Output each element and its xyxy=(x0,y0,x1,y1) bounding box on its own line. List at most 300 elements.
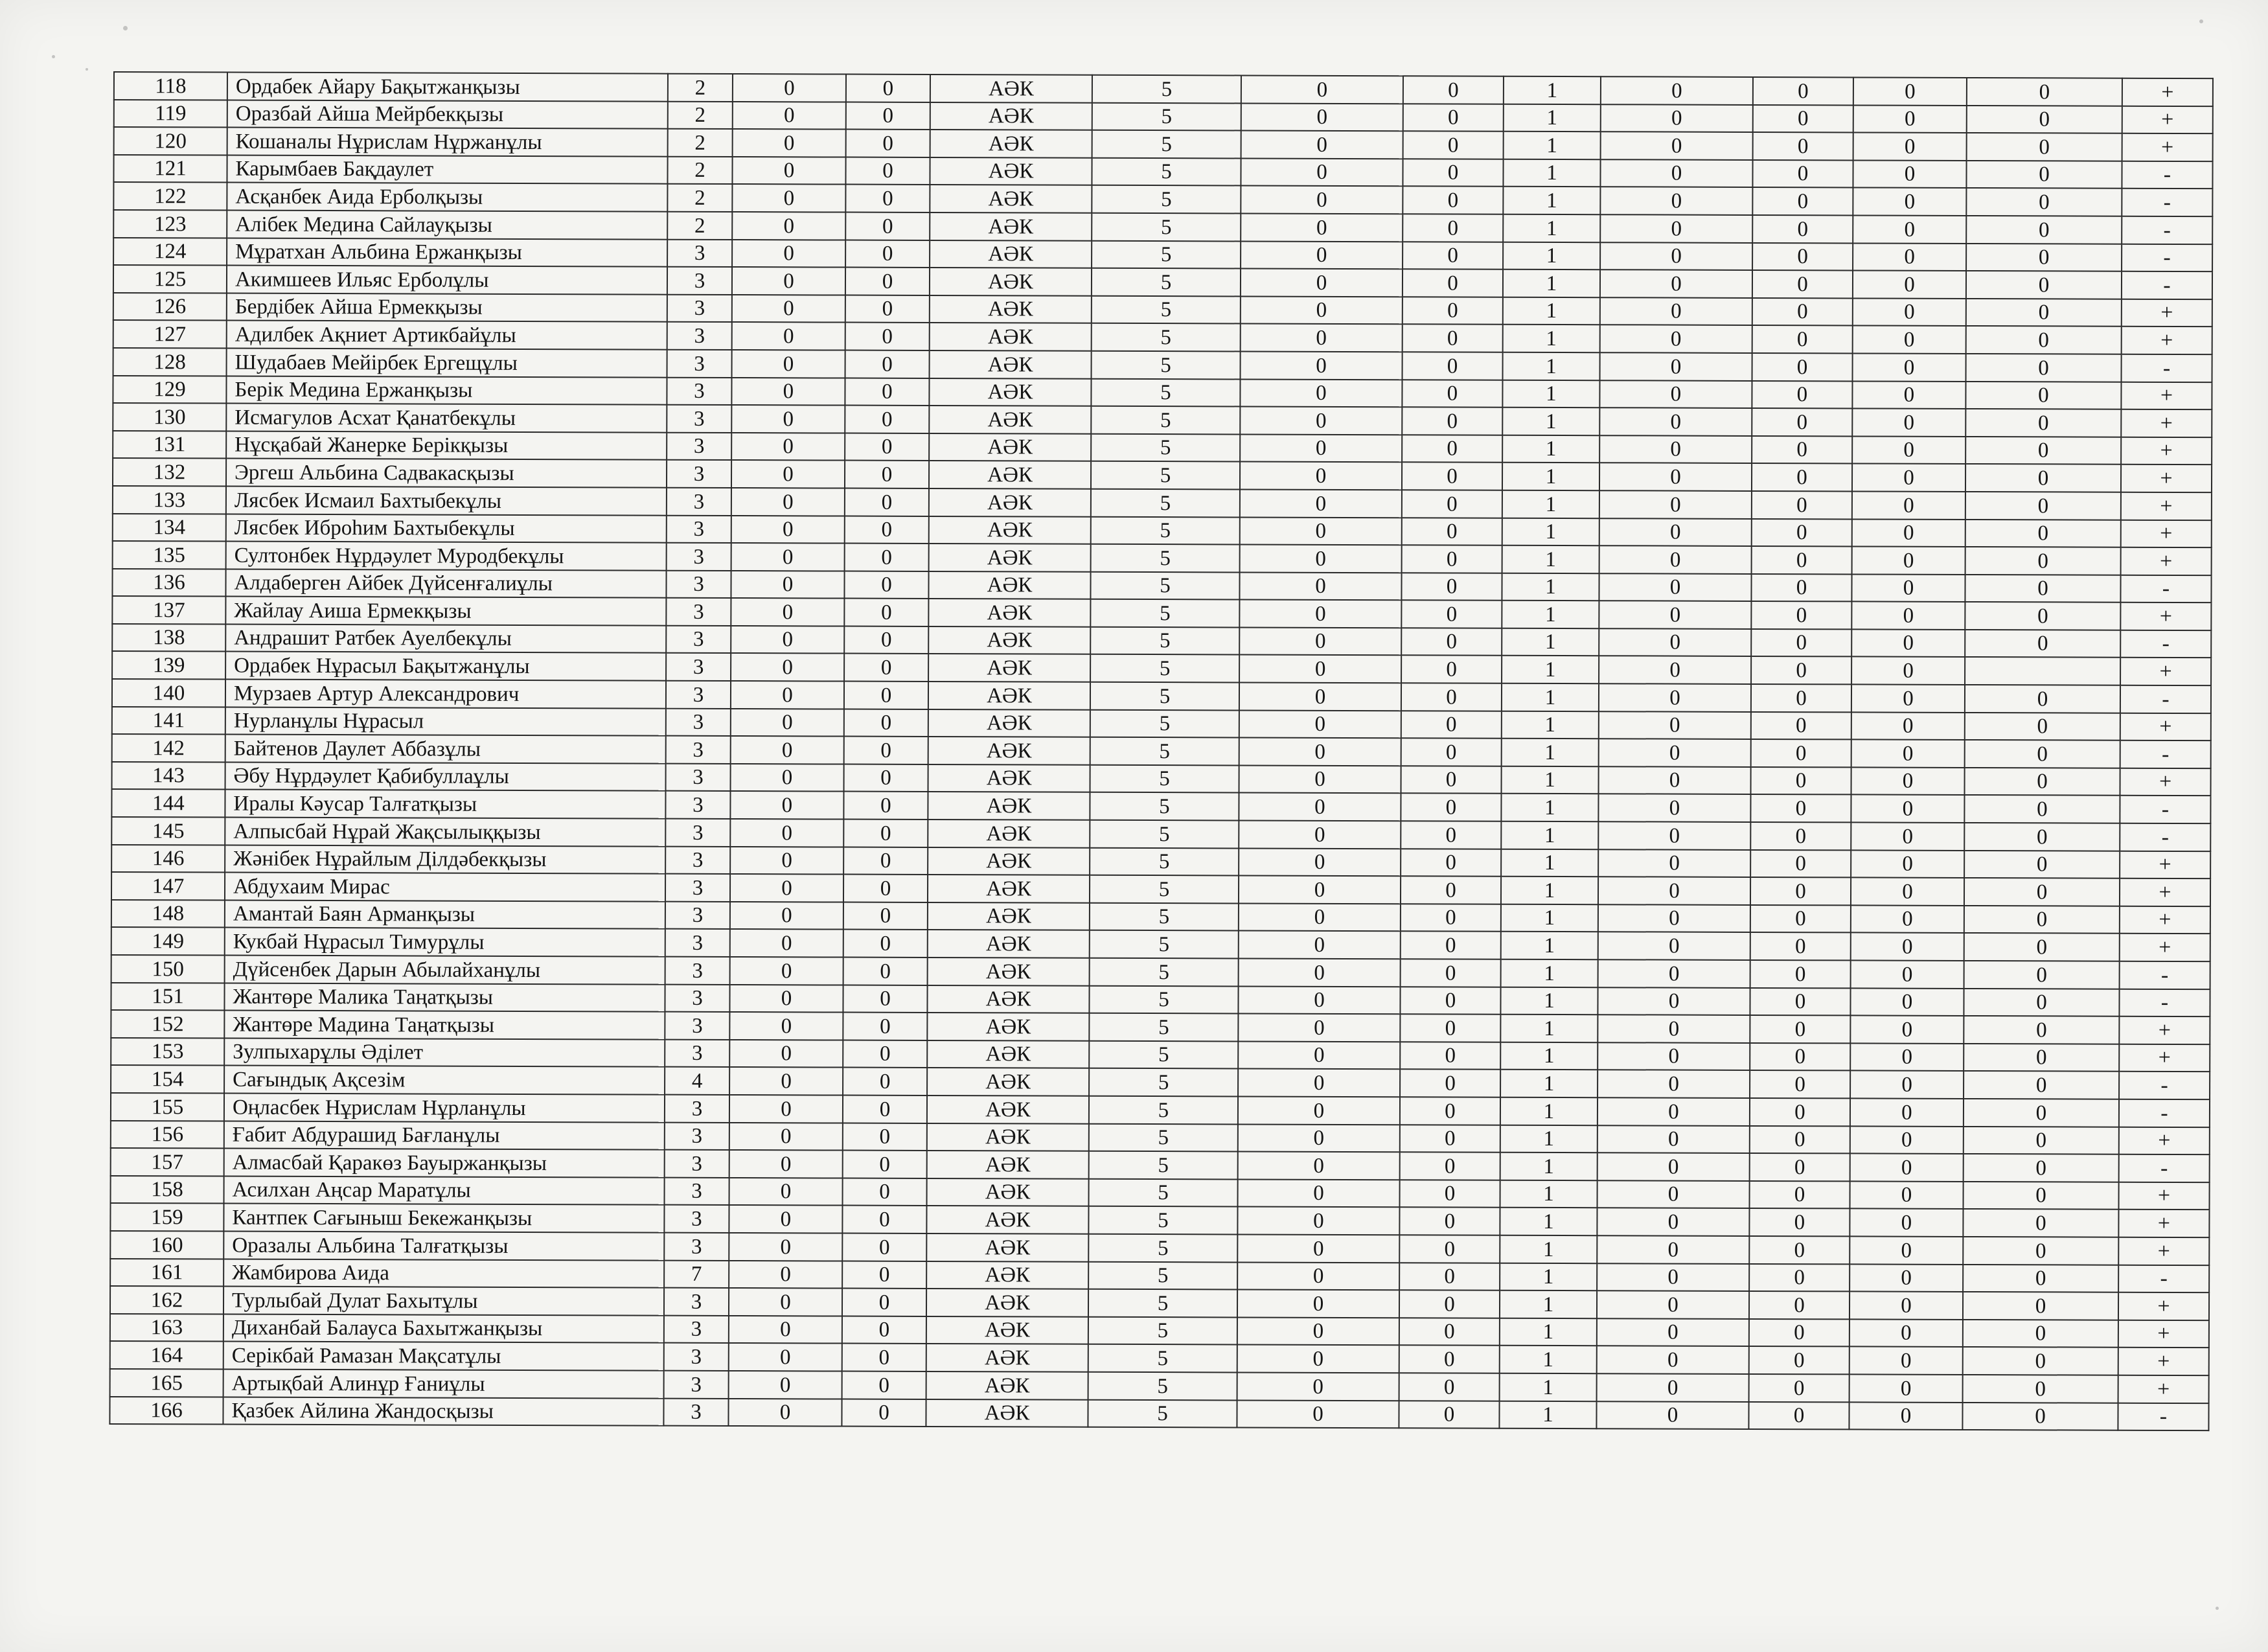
attempt-cell: 1 xyxy=(1501,877,1598,904)
student-name-cell: Жайлау Аиша Ермекқызы xyxy=(225,597,666,626)
score-b-cell: 0 xyxy=(843,902,928,930)
mark-cell: + xyxy=(2122,299,2212,327)
level-cell: 5 xyxy=(1091,433,1240,461)
score-b-cell: 0 xyxy=(843,1096,927,1123)
score-c-cell: 0 xyxy=(1237,1234,1399,1262)
student-name-cell: Андрашит Ратбек Ауелбекұлы xyxy=(225,624,666,653)
program-cell: АӘК xyxy=(928,654,1090,682)
score-d-cell: 0 xyxy=(1403,325,1503,352)
level-cell: 5 xyxy=(1089,1096,1238,1124)
score-f-cell: 0 xyxy=(1748,1401,1849,1429)
program-cell: АӘК xyxy=(928,958,1090,985)
score-h-cell: 0 xyxy=(1965,575,2120,602)
row-number-cell: 165 xyxy=(110,1369,223,1397)
score-c-cell: 0 xyxy=(1238,1014,1400,1042)
level-cell: 5 xyxy=(1088,1234,1237,1262)
mark-cell: + xyxy=(2121,465,2212,492)
score-a-cell: 0 xyxy=(731,460,845,488)
score-a-cell: 0 xyxy=(729,1067,843,1095)
score-h-cell: 0 xyxy=(1967,133,2122,161)
student-name-cell: Алібек Медина Сайлауқызы xyxy=(227,211,667,240)
score-c-cell: 0 xyxy=(1239,683,1401,711)
row-number-cell: 137 xyxy=(112,596,225,624)
score-f-cell: 0 xyxy=(1752,215,1853,243)
score-d-cell: 0 xyxy=(1401,904,1501,932)
score-g-cell: 0 xyxy=(1850,1016,1964,1044)
score-d-cell: 0 xyxy=(1401,628,1502,656)
score-b-cell: 0 xyxy=(843,1013,927,1040)
mark-cell: + xyxy=(2118,1348,2209,1375)
student-name-cell: Лясбек Исмаил Бахтыбекұлы xyxy=(226,486,667,515)
score-b-cell: 0 xyxy=(845,212,930,240)
grade-cell: 3 xyxy=(664,1233,729,1261)
score-h-cell: 0 xyxy=(1965,492,2121,520)
score-h-cell: 0 xyxy=(1965,464,2121,492)
program-cell: АӘК xyxy=(930,185,1092,212)
scan-speck xyxy=(2216,1607,2219,1610)
table-row xyxy=(109,1396,2208,1430)
score-e-cell: 0 xyxy=(1597,1318,1749,1346)
mark-cell: + xyxy=(2121,409,2212,437)
score-h-cell: 0 xyxy=(1965,519,2121,547)
score-e-cell: 0 xyxy=(1598,1015,1750,1042)
program-cell: АӘК xyxy=(930,157,1092,185)
level-cell: 5 xyxy=(1090,820,1239,848)
level-cell: 5 xyxy=(1089,1041,1238,1069)
grade-cell: 3 xyxy=(666,626,731,654)
score-f-cell: 0 xyxy=(1750,1070,1850,1098)
attempt-cell: 1 xyxy=(1503,214,1600,242)
score-g-cell: 0 xyxy=(1853,160,1966,188)
score-c-cell: 0 xyxy=(1237,1290,1399,1318)
mark-cell: + xyxy=(2120,658,2211,685)
score-f-cell: 0 xyxy=(1750,1153,1850,1181)
score-h-cell: 0 xyxy=(1966,354,2122,382)
student-name-cell: Артықбай Алинұр Ғаниұлы xyxy=(223,1369,664,1398)
score-b-cell: 0 xyxy=(845,350,930,378)
score-e-cell: 0 xyxy=(1597,1208,1749,1236)
score-c-cell: 0 xyxy=(1238,986,1400,1014)
level-cell: 5 xyxy=(1090,682,1239,710)
student-name-cell: Оңласбек Нұрислам Нұрланұлы xyxy=(224,1094,665,1123)
score-c-cell: 0 xyxy=(1241,241,1403,269)
score-h-cell: 0 xyxy=(1963,1347,2118,1375)
attempt-cell: 1 xyxy=(1502,739,1599,766)
student-name-cell: Амантай Баян Арманқызы xyxy=(225,900,665,929)
score-a-cell: 0 xyxy=(730,957,843,985)
attempt-cell: 1 xyxy=(1500,1318,1597,1346)
score-h-cell: 0 xyxy=(1964,878,2120,906)
student-name-cell: Турлыбай Дулат Бахытұлы xyxy=(223,1287,664,1316)
student-name-cell: Әбу Нұрдәулет Қабибуллаұлы xyxy=(225,762,666,791)
score-f-cell: 0 xyxy=(1751,739,1851,767)
score-a-cell: 0 xyxy=(731,653,844,681)
score-f-cell: 0 xyxy=(1752,408,1852,436)
grade-cell: 3 xyxy=(667,377,731,405)
grade-cell: 3 xyxy=(667,515,731,543)
score-g-cell: 0 xyxy=(1850,1098,1964,1126)
score-f-cell: 0 xyxy=(1750,1015,1850,1043)
score-h-cell: 0 xyxy=(1963,1209,2118,1237)
program-cell: АӘК xyxy=(927,1068,1089,1096)
score-f-cell: 0 xyxy=(1751,601,1851,629)
score-f-cell: 0 xyxy=(1752,353,1853,381)
level-cell: 5 xyxy=(1089,1013,1238,1041)
score-e-cell: 0 xyxy=(1599,518,1752,546)
student-name-cell: Жәнібек Нұрайлым Ділдәбекқызы xyxy=(225,845,665,874)
grade-cell: 3 xyxy=(665,901,730,929)
student-name-cell: Кантпек Сағыныш Бекежанқызы xyxy=(223,1204,664,1233)
attempt-cell: 1 xyxy=(1502,766,1599,794)
level-cell: 5 xyxy=(1091,406,1240,434)
score-d-cell: 0 xyxy=(1402,407,1502,435)
row-number-cell: 135 xyxy=(113,541,226,569)
score-e-cell: 0 xyxy=(1599,628,1751,656)
score-g-cell: 0 xyxy=(1850,1043,1964,1071)
score-b-cell: 0 xyxy=(843,820,928,847)
score-e-cell: 0 xyxy=(1599,601,1751,628)
attempt-cell: 1 xyxy=(1501,794,1598,821)
score-g-cell: 0 xyxy=(1851,574,1965,602)
score-h-cell: 0 xyxy=(1965,768,2120,796)
score-g-cell: 0 xyxy=(1851,740,1965,768)
level-cell: 5 xyxy=(1092,130,1241,158)
row-number-cell: 163 xyxy=(110,1314,223,1342)
grade-cell: 2 xyxy=(667,156,732,184)
score-e-cell: 0 xyxy=(1598,821,1750,849)
attempt-cell: 1 xyxy=(1503,187,1600,214)
student-name-cell: Асилхан Аңсар Маратұлы xyxy=(224,1176,665,1205)
score-a-cell: 0 xyxy=(729,1095,843,1123)
row-number-cell: 124 xyxy=(113,238,227,266)
score-b-cell: 0 xyxy=(843,875,928,902)
score-b-cell: 0 xyxy=(845,461,929,488)
score-f-cell: 0 xyxy=(1751,767,1851,795)
level-cell: 5 xyxy=(1092,351,1241,379)
program-cell: АӘК xyxy=(927,1123,1089,1151)
score-b-cell: 0 xyxy=(843,1151,927,1178)
score-d-cell: 0 xyxy=(1401,821,1501,849)
grade-cell: 3 xyxy=(667,239,732,267)
score-e-cell: 0 xyxy=(1597,1373,1749,1401)
level-cell: 5 xyxy=(1091,489,1240,517)
level-cell: 5 xyxy=(1090,737,1239,765)
score-e-cell: 0 xyxy=(1600,352,1752,380)
score-h-cell: 0 xyxy=(1963,1182,2118,1210)
grade-cell: 3 xyxy=(667,267,732,295)
score-d-cell: 0 xyxy=(1401,849,1501,877)
attempt-cell: 1 xyxy=(1500,1125,1598,1153)
score-g-cell: 0 xyxy=(1851,767,1965,795)
score-a-cell: 0 xyxy=(731,709,844,737)
score-a-cell: 0 xyxy=(731,433,845,461)
student-name-cell: Жантөре Малика Таңатқызы xyxy=(224,983,665,1012)
score-f-cell: 0 xyxy=(1751,629,1851,657)
score-d-cell: 0 xyxy=(1403,214,1503,242)
program-cell: АӘК xyxy=(926,1371,1088,1399)
score-f-cell: 0 xyxy=(1752,298,1853,326)
program-cell: АӘК xyxy=(928,571,1090,599)
score-h-cell: 0 xyxy=(1963,1292,2118,1320)
program-cell: АӘК xyxy=(928,875,1090,902)
student-name-cell: Оразбай Айша Мейрбекқызы xyxy=(227,100,668,129)
score-e-cell: 0 xyxy=(1600,159,1752,187)
score-c-cell: 0 xyxy=(1239,600,1401,628)
score-g-cell: 0 xyxy=(1852,547,1965,575)
score-c-cell: 0 xyxy=(1239,765,1401,793)
program-cell: АӘК xyxy=(926,1261,1088,1289)
score-a-cell: 0 xyxy=(729,1316,842,1344)
score-g-cell: 0 xyxy=(1853,298,1966,326)
score-d-cell: 0 xyxy=(1402,463,1502,490)
score-f-cell: 0 xyxy=(1752,463,1852,491)
score-g-cell: 0 xyxy=(1850,1292,1963,1320)
score-a-cell: 0 xyxy=(732,350,845,378)
level-cell: 5 xyxy=(1090,875,1239,903)
grade-cell: 3 xyxy=(664,1288,729,1316)
score-a-cell: 0 xyxy=(731,571,844,599)
attempt-cell: 1 xyxy=(1500,1235,1597,1263)
grade-cell: 3 xyxy=(667,432,731,460)
attempt-cell: 1 xyxy=(1504,104,1601,132)
attempt-cell: 1 xyxy=(1501,932,1598,959)
score-a-cell: 0 xyxy=(728,1398,842,1426)
score-b-cell: 0 xyxy=(845,433,929,461)
mark-cell: - xyxy=(2122,354,2212,382)
row-number-cell: 147 xyxy=(111,872,225,900)
score-b-cell: 0 xyxy=(845,516,929,544)
level-cell: 5 xyxy=(1092,102,1241,130)
attempt-cell: 1 xyxy=(1503,270,1600,297)
table-body xyxy=(109,72,2213,1430)
score-g-cell: 0 xyxy=(1850,1374,1963,1402)
score-g-cell: 0 xyxy=(1850,1347,1963,1375)
score-d-cell: 0 xyxy=(1401,738,1502,766)
attempt-cell: 1 xyxy=(1500,1208,1597,1235)
grade-cell: 3 xyxy=(665,846,730,874)
score-d-cell: 0 xyxy=(1399,1318,1500,1346)
grade-cell: 2 xyxy=(668,74,733,102)
program-cell: АӘК xyxy=(928,792,1090,820)
level-cell: 5 xyxy=(1090,930,1239,958)
row-number-cell: 144 xyxy=(111,789,225,817)
score-f-cell: 0 xyxy=(1750,960,1851,988)
score-b-cell: 0 xyxy=(842,1344,926,1371)
score-h-cell: 0 xyxy=(1964,1071,2119,1099)
score-c-cell: 0 xyxy=(1240,379,1402,407)
score-g-cell: 0 xyxy=(1850,1181,1963,1209)
mark-cell: + xyxy=(2122,78,2213,106)
score-b-cell: 0 xyxy=(844,682,928,709)
score-e-cell: 0 xyxy=(1600,187,1752,215)
score-a-cell: 0 xyxy=(731,405,845,433)
document-page xyxy=(113,71,2214,1429)
student-name-cell: Ордабек Нұрасыл Бақытжанұлы xyxy=(225,652,666,681)
program-cell: АӘК xyxy=(929,433,1091,461)
student-name-cell: Ғабит Абдурашид Бағланұлы xyxy=(224,1121,665,1150)
score-b-cell: 0 xyxy=(844,626,928,654)
score-h-cell: 0 xyxy=(1964,1016,2119,1044)
score-h-cell: 0 xyxy=(1966,244,2122,271)
row-number-cell: 145 xyxy=(111,817,225,845)
row-number-cell: 123 xyxy=(113,210,227,238)
mark-cell: + xyxy=(2119,1016,2210,1044)
grade-cell: 3 xyxy=(663,1398,728,1426)
attempt-cell: 1 xyxy=(1503,325,1600,352)
level-cell: 5 xyxy=(1092,268,1241,296)
mark-cell: + xyxy=(2120,713,2211,740)
score-f-cell: 0 xyxy=(1750,905,1851,933)
score-a-cell: 0 xyxy=(729,1123,843,1151)
score-d-cell: 0 xyxy=(1399,1208,1500,1235)
scan-speck xyxy=(123,26,128,30)
score-b-cell: 0 xyxy=(844,654,928,682)
level-cell: 5 xyxy=(1092,75,1241,103)
score-d-cell: 0 xyxy=(1399,1346,1500,1373)
score-c-cell: 0 xyxy=(1240,545,1402,573)
student-results-table xyxy=(109,71,2214,1431)
score-a-cell: 0 xyxy=(729,1040,843,1068)
score-d-cell: 0 xyxy=(1401,601,1502,628)
score-c-cell: 0 xyxy=(1241,269,1403,297)
score-h-cell: 0 xyxy=(1965,685,2120,713)
row-number-cell: 152 xyxy=(111,1010,224,1038)
grade-cell: 3 xyxy=(665,957,730,985)
program-cell: АӘК xyxy=(929,378,1091,406)
score-b-cell: 0 xyxy=(845,240,930,268)
score-a-cell: 0 xyxy=(730,791,843,819)
score-b-cell: 0 xyxy=(843,985,927,1013)
score-e-cell: 0 xyxy=(1596,1401,1748,1429)
score-b-cell: 0 xyxy=(843,1068,927,1096)
program-cell: АӘК xyxy=(928,682,1090,709)
score-b-cell: 0 xyxy=(842,1371,926,1399)
score-g-cell: 0 xyxy=(1851,629,1965,657)
student-name-cell: Асқанбек Аида Ерболқызы xyxy=(227,183,667,212)
score-d-cell: 0 xyxy=(1403,76,1504,104)
mark-cell: - xyxy=(2120,740,2211,768)
mark-cell: + xyxy=(2121,492,2212,520)
score-c-cell: 0 xyxy=(1241,296,1403,324)
grade-cell: 3 xyxy=(667,460,731,488)
score-d-cell: 0 xyxy=(1403,269,1503,297)
score-h-cell: 0 xyxy=(1964,933,2120,961)
score-g-cell: 0 xyxy=(1853,353,1966,381)
score-h-cell: 0 xyxy=(1966,326,2122,354)
score-c-cell: 0 xyxy=(1241,186,1403,214)
score-f-cell: 0 xyxy=(1750,932,1851,960)
score-b-cell: 0 xyxy=(842,1233,926,1261)
student-name-cell: Лясбек Иброһим Бахтыбекұлы xyxy=(226,514,667,543)
score-h-cell: 0 xyxy=(1966,188,2122,216)
program-cell: АӘК xyxy=(928,626,1090,654)
score-g-cell: 0 xyxy=(1850,1209,1963,1237)
score-g-cell: 0 xyxy=(1853,215,1966,243)
row-number-cell: 161 xyxy=(110,1259,223,1287)
program-cell: АӘК xyxy=(930,240,1092,268)
score-h-cell: 0 xyxy=(1965,547,2121,575)
score-e-cell: 0 xyxy=(1598,959,1750,987)
score-d-cell: 0 xyxy=(1399,1290,1500,1318)
score-f-cell: 0 xyxy=(1752,270,1853,298)
score-h-cell: 0 xyxy=(1965,409,2121,437)
score-h-cell: 0 xyxy=(1964,1044,2119,1072)
score-e-cell: 0 xyxy=(1597,1291,1749,1318)
score-f-cell: 0 xyxy=(1749,1346,1850,1374)
grade-cell: 7 xyxy=(664,1260,729,1288)
attempt-cell: 1 xyxy=(1500,1180,1598,1208)
program-cell: АӘК xyxy=(928,764,1090,792)
score-a-cell: 0 xyxy=(733,74,846,102)
score-f-cell: 0 xyxy=(1749,1291,1850,1319)
student-name-cell: Акимшеев Ильяс Ерболұлы xyxy=(227,266,667,295)
score-e-cell: 0 xyxy=(1597,1263,1749,1291)
score-a-cell: 0 xyxy=(729,1371,842,1399)
row-number-cell: 153 xyxy=(111,1038,224,1066)
student-name-cell: Ордабек Айару Бақытжанқызы xyxy=(227,73,668,102)
score-a-cell: 0 xyxy=(729,1178,843,1206)
score-d-cell: 0 xyxy=(1399,1401,1499,1428)
program-cell: АӘК xyxy=(929,406,1091,433)
program-cell: АӘК xyxy=(926,1344,1088,1371)
student-name-cell: Шудабаев Мейірбек Ергещұлы xyxy=(227,348,667,377)
score-e-cell: 0 xyxy=(1601,104,1753,132)
score-f-cell: 0 xyxy=(1753,132,1853,160)
score-d-cell: 0 xyxy=(1402,518,1502,545)
student-name-cell: Қазбек Айлина Жандосқызы xyxy=(223,1397,663,1426)
score-a-cell: 0 xyxy=(729,1343,842,1371)
score-e-cell: 0 xyxy=(1599,407,1752,435)
row-number-cell: 139 xyxy=(112,651,225,679)
score-d-cell: 0 xyxy=(1403,131,1504,159)
program-cell: АӘК xyxy=(927,985,1089,1013)
score-b-cell: 0 xyxy=(845,185,930,212)
score-a-cell: 0 xyxy=(729,1150,843,1178)
level-cell: 5 xyxy=(1089,985,1238,1013)
attempt-cell: 1 xyxy=(1500,1291,1597,1318)
attempt-cell: 1 xyxy=(1501,959,1598,987)
student-name-cell: Исмагулов Асхат Қанатбекұлы xyxy=(226,404,667,433)
row-number-cell: 150 xyxy=(111,955,225,983)
program-cell: АӘК xyxy=(928,737,1090,764)
student-name-cell: Жамбирова Аида xyxy=(223,1259,664,1288)
grade-cell: 3 xyxy=(665,1012,729,1040)
level-cell: 5 xyxy=(1090,654,1239,682)
level-cell: 5 xyxy=(1090,792,1239,820)
mark-cell: + xyxy=(2120,878,2210,906)
score-e-cell: 0 xyxy=(1597,1346,1749,1374)
attempt-cell: 1 xyxy=(1501,849,1598,877)
score-f-cell: 0 xyxy=(1752,518,1852,546)
score-h-cell: 0 xyxy=(1966,161,2122,189)
score-d-cell: 0 xyxy=(1402,490,1502,518)
row-number-cell: 141 xyxy=(112,707,225,735)
score-f-cell: 0 xyxy=(1749,1208,1850,1236)
score-e-cell: 0 xyxy=(1599,545,1752,573)
score-g-cell: 0 xyxy=(1849,1402,1962,1430)
score-h-cell: 0 xyxy=(1966,271,2122,299)
scan-speck xyxy=(52,55,55,58)
score-e-cell: 0 xyxy=(1600,325,1752,353)
score-g-cell: 0 xyxy=(1853,326,1966,354)
score-e-cell: 0 xyxy=(1598,1070,1750,1098)
score-g-cell: 0 xyxy=(1850,1319,1963,1347)
score-g-cell: 0 xyxy=(1851,795,1964,823)
score-c-cell: 0 xyxy=(1239,793,1401,821)
level-cell: 5 xyxy=(1091,378,1240,406)
score-c-cell: 0 xyxy=(1237,1207,1399,1235)
score-b-cell: 0 xyxy=(845,406,929,433)
